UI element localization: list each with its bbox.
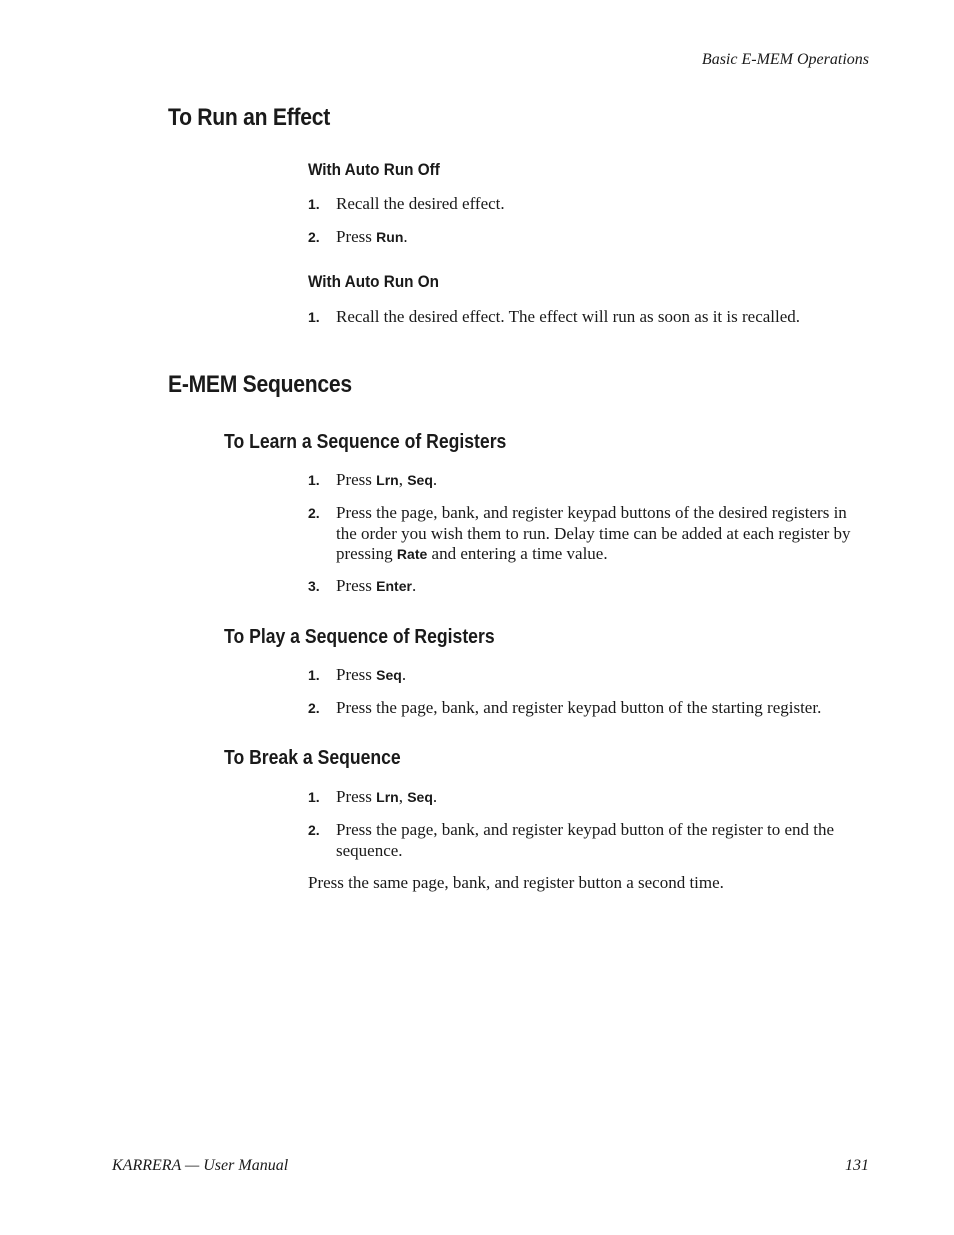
step-text: Press the page, bank, and register keypad buttons of the desired registers in the order you wish them to run. Delay time can be added at each register by pressing Rate and entering a time value. — [336, 503, 851, 563]
step-text: Press the page, bank, and register keypad button of the register to end the sequence. — [336, 820, 835, 860]
subsection-title-break: To Break a Sequence — [224, 747, 401, 769]
running-head: Basic E-MEM Operations — [701, 51, 869, 68]
subheading-auto-run-off: With Auto Run Off — [308, 160, 440, 179]
step-text: Press Seq. — [336, 665, 407, 684]
break-note: Press the same page, bank, and register button a second time. — [308, 873, 724, 892]
step-auto-off-1 — [308, 194, 870, 215]
page-number: 131 — [845, 1157, 869, 1174]
step-text: Press Lrn, Seq. — [336, 787, 438, 806]
enter-button-label: Enter — [376, 578, 412, 594]
section-title-run-effect: To Run an Effect — [168, 104, 331, 131]
subheading-auto-run-on: With Auto Run On — [308, 272, 440, 291]
step-text: Press Lrn, Seq. — [336, 470, 438, 489]
step-number: 3. — [308, 578, 320, 594]
step-number: 1. — [308, 667, 320, 683]
step-text: Recall the desired effect. — [336, 194, 505, 213]
step-text: Recall the desired effect. The effect will run as soon as it is recalled. — [336, 307, 801, 326]
lrn-button-label: Lrn — [376, 789, 399, 805]
step-auto-on-1 — [308, 307, 870, 328]
step-break-1 — [308, 787, 870, 808]
seq-button-label: Seq — [376, 667, 402, 683]
step-number: 2. — [308, 822, 320, 838]
step-number: 1. — [308, 789, 320, 805]
step-play-1 — [308, 665, 870, 686]
step-play-2 — [308, 698, 870, 719]
step-learn-2 — [308, 503, 870, 565]
step-text: Press the page, bank, and register keypad button of the starting register. — [336, 698, 822, 717]
step-number: 1. — [308, 196, 320, 212]
step-break-2 — [308, 820, 870, 861]
rate-button-label: Rate — [396, 546, 428, 562]
subsection-title-play: To Play a Sequence of Registers — [224, 626, 495, 648]
step-text: Press Enter. — [336, 576, 417, 595]
section-title-emem-sequences: E-MEM Sequences — [168, 371, 352, 398]
seq-button-label: Seq — [407, 789, 433, 805]
run-button-label: Run — [376, 229, 404, 245]
step-number: 2. — [308, 229, 320, 245]
seq-button-label: Seq — [407, 472, 433, 488]
footer-title: KARRERA — User Manual — [112, 1157, 289, 1174]
step-learn-3 — [308, 576, 870, 597]
step-number: 2. — [308, 505, 320, 521]
step-number: 2. — [308, 700, 320, 716]
step-text: Press Run. — [336, 227, 408, 246]
lrn-button-label: Lrn — [376, 472, 399, 488]
step-number: 1. — [308, 472, 320, 488]
step-learn-1 — [308, 470, 870, 491]
subsection-title-learn: To Learn a Sequence of Registers — [224, 431, 507, 453]
step-number: 1. — [308, 309, 320, 325]
step-auto-off-2 — [308, 227, 870, 248]
